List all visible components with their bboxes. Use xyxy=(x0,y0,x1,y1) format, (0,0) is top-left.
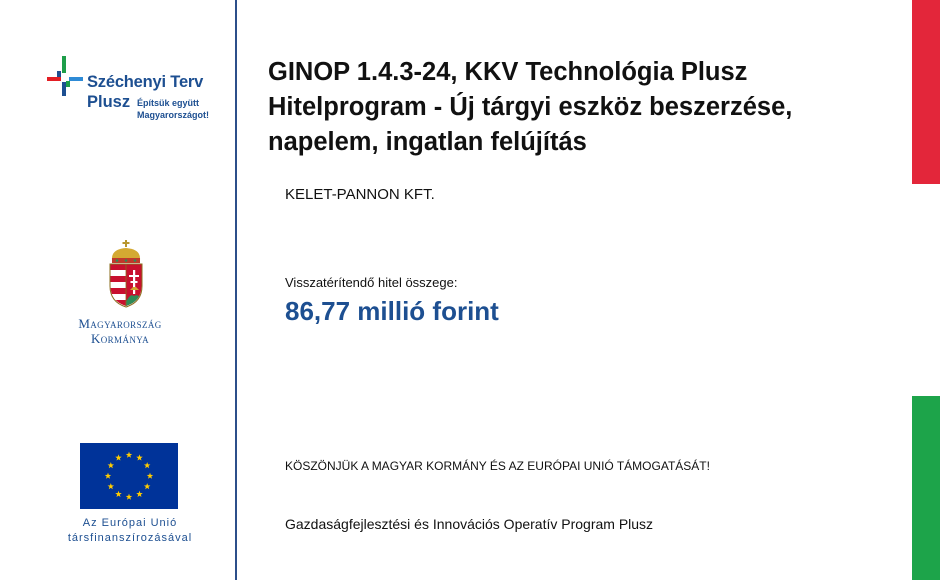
government-label xyxy=(40,316,200,346)
title-line-3: napelem, ingatlan felújítás xyxy=(268,128,587,156)
flag-stripe-white xyxy=(912,184,940,396)
eu-star xyxy=(126,494,132,500)
logo-column xyxy=(0,0,235,580)
loan-amount: 86,77 millió forint xyxy=(285,296,499,326)
eu-line-2: társfinanszírozásával xyxy=(67,532,193,544)
eu-star xyxy=(108,483,114,489)
eu-star xyxy=(144,462,150,468)
title-line-2: Hitelprogram - Új tárgyi eszköz beszerzése, xyxy=(268,93,793,121)
eu-cofinancing-label xyxy=(40,516,220,546)
eu-star xyxy=(136,454,142,460)
eu-star xyxy=(115,491,121,497)
eu-star xyxy=(105,473,111,479)
szechenyi-title: Széchenyi Terv xyxy=(87,73,204,91)
page-title xyxy=(268,55,888,160)
eu-star xyxy=(144,483,150,489)
slogan-line-2: Magyarországot! xyxy=(137,110,210,120)
flag-stripe-red xyxy=(912,0,940,184)
eu-star xyxy=(147,473,153,479)
hungarian-coat-of-arms-icon xyxy=(106,240,146,308)
vertical-divider xyxy=(235,0,237,580)
company-name: KELET-PANNON KFT. xyxy=(285,186,435,203)
program-name: Gazdaságfejlesztési és Innovációs Operatív Program Plusz xyxy=(285,516,654,532)
eu-star xyxy=(108,462,114,468)
eu-stars xyxy=(80,443,178,509)
government-line-1: Magyarország xyxy=(78,316,162,331)
szechenyi-plusz: Plusz xyxy=(87,93,131,111)
eu-flag-icon xyxy=(80,443,178,509)
title-line-1: GINOP 1.4.3-24, KKV Technológia Plusz xyxy=(268,58,748,86)
eu-star xyxy=(126,452,132,458)
eu-star xyxy=(136,491,142,497)
government-line-2: Kormánya xyxy=(90,331,150,346)
szechenyi-slogan xyxy=(137,97,209,121)
loan-label: Visszatérítendő hitel összege: xyxy=(285,275,458,290)
eu-star xyxy=(115,454,121,460)
thanks-text: KÖSZÖNJÜK A MAGYAR KORMÁNY ÉS AZ EURÓPAI UNIÓ TÁMOGATÁSÁT! xyxy=(285,459,710,473)
szechenyi-terv-logo xyxy=(47,56,222,126)
szechenyi-cross-icon xyxy=(47,56,83,96)
flag-stripe-green xyxy=(912,396,940,580)
eu-line-1: Az Európai Unió xyxy=(82,517,178,529)
slogan-line-1: Építsük együtt xyxy=(137,98,200,108)
